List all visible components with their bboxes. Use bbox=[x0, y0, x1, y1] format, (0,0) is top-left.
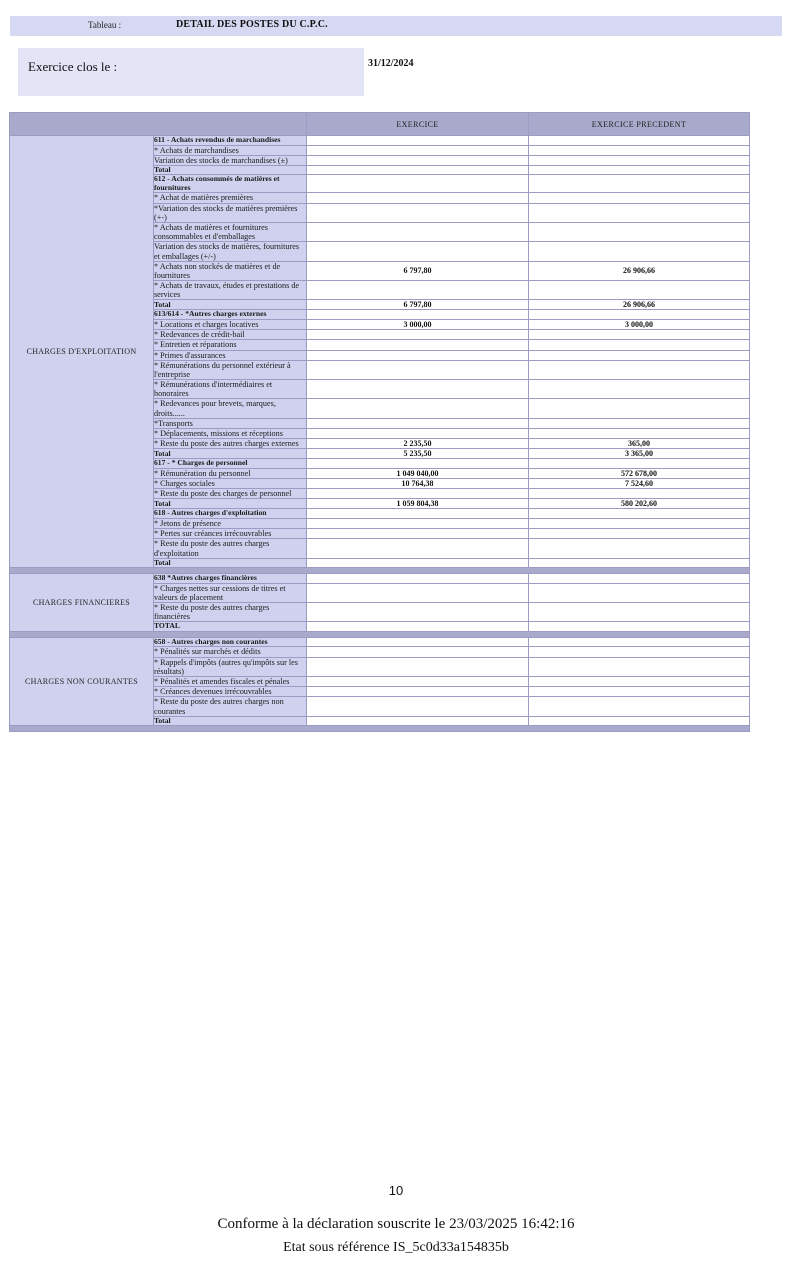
row-label: Total bbox=[154, 449, 307, 459]
row-label: * Rappels d'impôts (autres qu'impôts sur les résultats) bbox=[154, 657, 307, 676]
cell-exercice bbox=[307, 399, 529, 418]
cell-exercice-precedent bbox=[529, 155, 750, 165]
cell-exercice-precedent bbox=[529, 222, 750, 241]
cell-exercice-precedent bbox=[529, 687, 750, 697]
row-label: 617 - * Charges de personnel bbox=[154, 459, 307, 469]
cell-exercice bbox=[307, 360, 529, 379]
row-label: 613/614 - *Autres charges externes bbox=[154, 310, 307, 320]
cell-exercice bbox=[307, 203, 529, 222]
cell-exercice bbox=[307, 429, 529, 439]
cell-exercice: 1 049 040,00 bbox=[307, 468, 529, 478]
section-divider-cell bbox=[10, 726, 750, 732]
cell-exercice-precedent bbox=[529, 330, 750, 340]
page-number: 10 bbox=[388, 1183, 404, 1198]
cell-exercice-precedent bbox=[529, 637, 750, 647]
row-label: * Rémunérations d'intermédiaires et honoraires bbox=[154, 380, 307, 399]
row-label: * Reste du poste des autres charges d'exploitation bbox=[154, 539, 307, 558]
cell-exercice-precedent bbox=[529, 175, 750, 193]
exercise-closing-date: 31/12/2024 bbox=[368, 58, 414, 69]
cell-exercice bbox=[307, 687, 529, 697]
cell-exercice bbox=[307, 350, 529, 360]
row-label: Variation des stocks de matières, fournitures et emballages (+/-) bbox=[154, 242, 307, 261]
row-label: Total bbox=[154, 165, 307, 175]
row-label: * Primes d'assurances bbox=[154, 350, 307, 360]
row-label: Variation des stocks de marchandises (±) bbox=[154, 155, 307, 165]
row-label: * Rémunérations du personnel extérieur à l'entreprise bbox=[154, 360, 307, 379]
cell-exercice-precedent bbox=[529, 716, 750, 726]
cell-exercice-precedent bbox=[529, 489, 750, 499]
row-label: * Créances devenues irrécouvrables bbox=[154, 687, 307, 697]
cell-exercice-precedent bbox=[529, 399, 750, 418]
row-label: * Reste du poste des autres charges non courantes bbox=[154, 697, 307, 716]
cell-exercice-precedent bbox=[529, 145, 750, 155]
cell-exercice-precedent: 572 678,00 bbox=[529, 468, 750, 478]
cell-exercice: 1 059 804,38 bbox=[307, 499, 529, 509]
header-cell-exercice-precedent: EXERCICE PRECEDENT bbox=[529, 113, 750, 136]
cell-exercice bbox=[307, 310, 529, 320]
cell-exercice-precedent bbox=[529, 165, 750, 175]
cell-exercice-precedent bbox=[529, 350, 750, 360]
document-header-bar bbox=[10, 16, 782, 36]
section-divider bbox=[10, 726, 750, 732]
cell-exercice-precedent bbox=[529, 459, 750, 469]
cell-exercice bbox=[307, 583, 529, 602]
cell-exercice bbox=[307, 539, 529, 558]
row-label: 658 - Autres charges non courantes bbox=[154, 637, 307, 647]
row-label: * Achats de marchandises bbox=[154, 145, 307, 155]
cell-exercice: 10 764,38 bbox=[307, 479, 529, 489]
cell-exercice bbox=[307, 155, 529, 165]
row-label: * Achats non stockés de matières et de fournitures bbox=[154, 261, 307, 280]
cpc-detail-table bbox=[9, 112, 750, 732]
header-cell-exercice: EXERCICE bbox=[307, 113, 529, 136]
page-title: DETAIL DES POSTES DU C.P.C. bbox=[176, 19, 328, 30]
row-label: * Achats de matières et fournitures consommables et d'emballages bbox=[154, 222, 307, 241]
cell-exercice-precedent bbox=[529, 657, 750, 676]
cell-exercice-precedent bbox=[529, 622, 750, 632]
row-label: * Pénalités et amendes fiscales et pénales bbox=[154, 677, 307, 687]
cell-exercice bbox=[307, 697, 529, 716]
row-label: * Entretien et réparations bbox=[154, 340, 307, 350]
cell-exercice bbox=[307, 637, 529, 647]
cell-exercice bbox=[307, 529, 529, 539]
cell-exercice-precedent bbox=[529, 340, 750, 350]
cell-exercice-precedent bbox=[529, 418, 750, 428]
cell-exercice: 3 000,00 bbox=[307, 319, 529, 329]
cell-exercice bbox=[307, 574, 529, 584]
row-label: Total bbox=[154, 558, 307, 568]
row-label: 638 *Autres charges financières bbox=[154, 574, 307, 584]
cell-exercice bbox=[307, 459, 529, 469]
cell-exercice-precedent: 7 524,60 bbox=[529, 479, 750, 489]
cell-exercice-precedent: 26 906,66 bbox=[529, 300, 750, 310]
row-label: Total bbox=[154, 716, 307, 726]
row-label: * Charges nettes sur cessions de titres et valeurs de placement bbox=[154, 583, 307, 602]
cell-exercice bbox=[307, 677, 529, 687]
row-label: * Jetons de présence bbox=[154, 518, 307, 528]
row-label: * Rémunération du personnel bbox=[154, 468, 307, 478]
cell-exercice bbox=[307, 340, 529, 350]
row-label: * Charges sociales bbox=[154, 479, 307, 489]
cell-exercice bbox=[307, 518, 529, 528]
cell-exercice bbox=[307, 380, 529, 399]
row-label: * Redevances pour brevets, marques, droits...... bbox=[154, 399, 307, 418]
footer-reference: Etat sous référence IS_5c0d33a154835b bbox=[283, 1240, 509, 1255]
cell-exercice: 5 235,50 bbox=[307, 449, 529, 459]
cell-exercice: 6 797,80 bbox=[307, 261, 529, 280]
row-label: * Redevances de crédit-bail bbox=[154, 330, 307, 340]
row-label: * Pertes sur créances irrécouvrables bbox=[154, 529, 307, 539]
cell-exercice-precedent bbox=[529, 583, 750, 602]
row-label: Total bbox=[154, 300, 307, 310]
row-label: * Déplacements, missions et réceptions bbox=[154, 429, 307, 439]
cell-exercice bbox=[307, 647, 529, 657]
cell-exercice-precedent bbox=[529, 360, 750, 379]
exercise-closing-label: Exercice clos le : bbox=[28, 59, 118, 74]
cell-exercice-precedent bbox=[529, 647, 750, 657]
cell-exercice bbox=[307, 716, 529, 726]
cell-exercice-precedent bbox=[529, 429, 750, 439]
row-label: * Reste du poste des autres charges externes bbox=[154, 439, 307, 449]
cell-exercice: 6 797,80 bbox=[307, 300, 529, 310]
cell-exercice-precedent: 26 906,66 bbox=[529, 261, 750, 280]
header-cell-blank bbox=[10, 113, 307, 136]
row-label: *Variation des stocks de matières premières (+-) bbox=[154, 203, 307, 222]
cell-exercice bbox=[307, 509, 529, 519]
cell-exercice-precedent: 3 000,00 bbox=[529, 319, 750, 329]
cell-exercice-precedent bbox=[529, 509, 750, 519]
cell-exercice-precedent bbox=[529, 136, 750, 146]
cell-exercice-precedent bbox=[529, 697, 750, 716]
cell-exercice bbox=[307, 165, 529, 175]
cell-exercice-precedent bbox=[529, 518, 750, 528]
table-body bbox=[10, 113, 750, 732]
row-label: TOTAL bbox=[154, 622, 307, 632]
row-label: * Locations et charges locatives bbox=[154, 319, 307, 329]
cell-exercice bbox=[307, 145, 529, 155]
cell-exercice-precedent bbox=[529, 574, 750, 584]
cell-exercice-precedent bbox=[529, 539, 750, 558]
cell-exercice bbox=[307, 193, 529, 203]
category-charges-exploitation: CHARGES D'EXPLOITATION bbox=[10, 136, 154, 568]
cell-exercice bbox=[307, 136, 529, 146]
cell-exercice bbox=[307, 222, 529, 241]
row-label: *Transports bbox=[154, 418, 307, 428]
tableau-label: Tableau : bbox=[88, 20, 122, 30]
exercise-closing-box bbox=[18, 48, 364, 96]
category-charges-non-courantes: CHARGES NON COURANTES bbox=[10, 637, 154, 725]
cell-exercice bbox=[307, 175, 529, 193]
row-label: 618 - Autres charges d'exploitation bbox=[154, 509, 307, 519]
footer-declaration: Conforme à la déclaration souscrite le 23/03/2025 16:42:16 bbox=[217, 1216, 575, 1232]
row-label: * Achat de matières premières bbox=[154, 193, 307, 203]
table-row bbox=[10, 637, 750, 647]
cell-exercice bbox=[307, 489, 529, 499]
cell-exercice bbox=[307, 330, 529, 340]
cell-exercice-precedent bbox=[529, 677, 750, 687]
cell-exercice bbox=[307, 242, 529, 261]
row-label: * Achats de travaux, études et prestations de services bbox=[154, 281, 307, 300]
row-label: * Pénalités sur marchés et dédits bbox=[154, 647, 307, 657]
cell-exercice bbox=[307, 622, 529, 632]
table-header-row bbox=[10, 113, 750, 136]
cell-exercice-precedent bbox=[529, 203, 750, 222]
row-label: 612 - Achats consommés de matières et fournitures bbox=[154, 175, 307, 193]
row-label: 611 - Achats revendus de marchandises bbox=[154, 136, 307, 146]
cell-exercice bbox=[307, 603, 529, 622]
cell-exercice-precedent bbox=[529, 529, 750, 539]
cell-exercice bbox=[307, 558, 529, 568]
category-charges-financieres: CHARGES FINANCIERES bbox=[10, 574, 154, 632]
cell-exercice-precedent: 365,00 bbox=[529, 439, 750, 449]
cell-exercice-precedent bbox=[529, 603, 750, 622]
cell-exercice-precedent bbox=[529, 281, 750, 300]
cell-exercice-precedent: 3 365,00 bbox=[529, 449, 750, 459]
cell-exercice-precedent bbox=[529, 380, 750, 399]
row-label: * Reste du poste des charges de personnel bbox=[154, 489, 307, 499]
table-row bbox=[10, 136, 750, 146]
row-label: * Reste du poste des autres charges financières bbox=[154, 603, 307, 622]
cell-exercice bbox=[307, 418, 529, 428]
cell-exercice-precedent bbox=[529, 558, 750, 568]
cell-exercice bbox=[307, 281, 529, 300]
table-row bbox=[10, 574, 750, 584]
cell-exercice bbox=[307, 657, 529, 676]
cell-exercice-precedent bbox=[529, 242, 750, 261]
cell-exercice-precedent: 580 202,60 bbox=[529, 499, 750, 509]
cell-exercice-precedent bbox=[529, 310, 750, 320]
row-label: Total bbox=[154, 499, 307, 509]
cell-exercice-precedent bbox=[529, 193, 750, 203]
cell-exercice: 2 235,50 bbox=[307, 439, 529, 449]
